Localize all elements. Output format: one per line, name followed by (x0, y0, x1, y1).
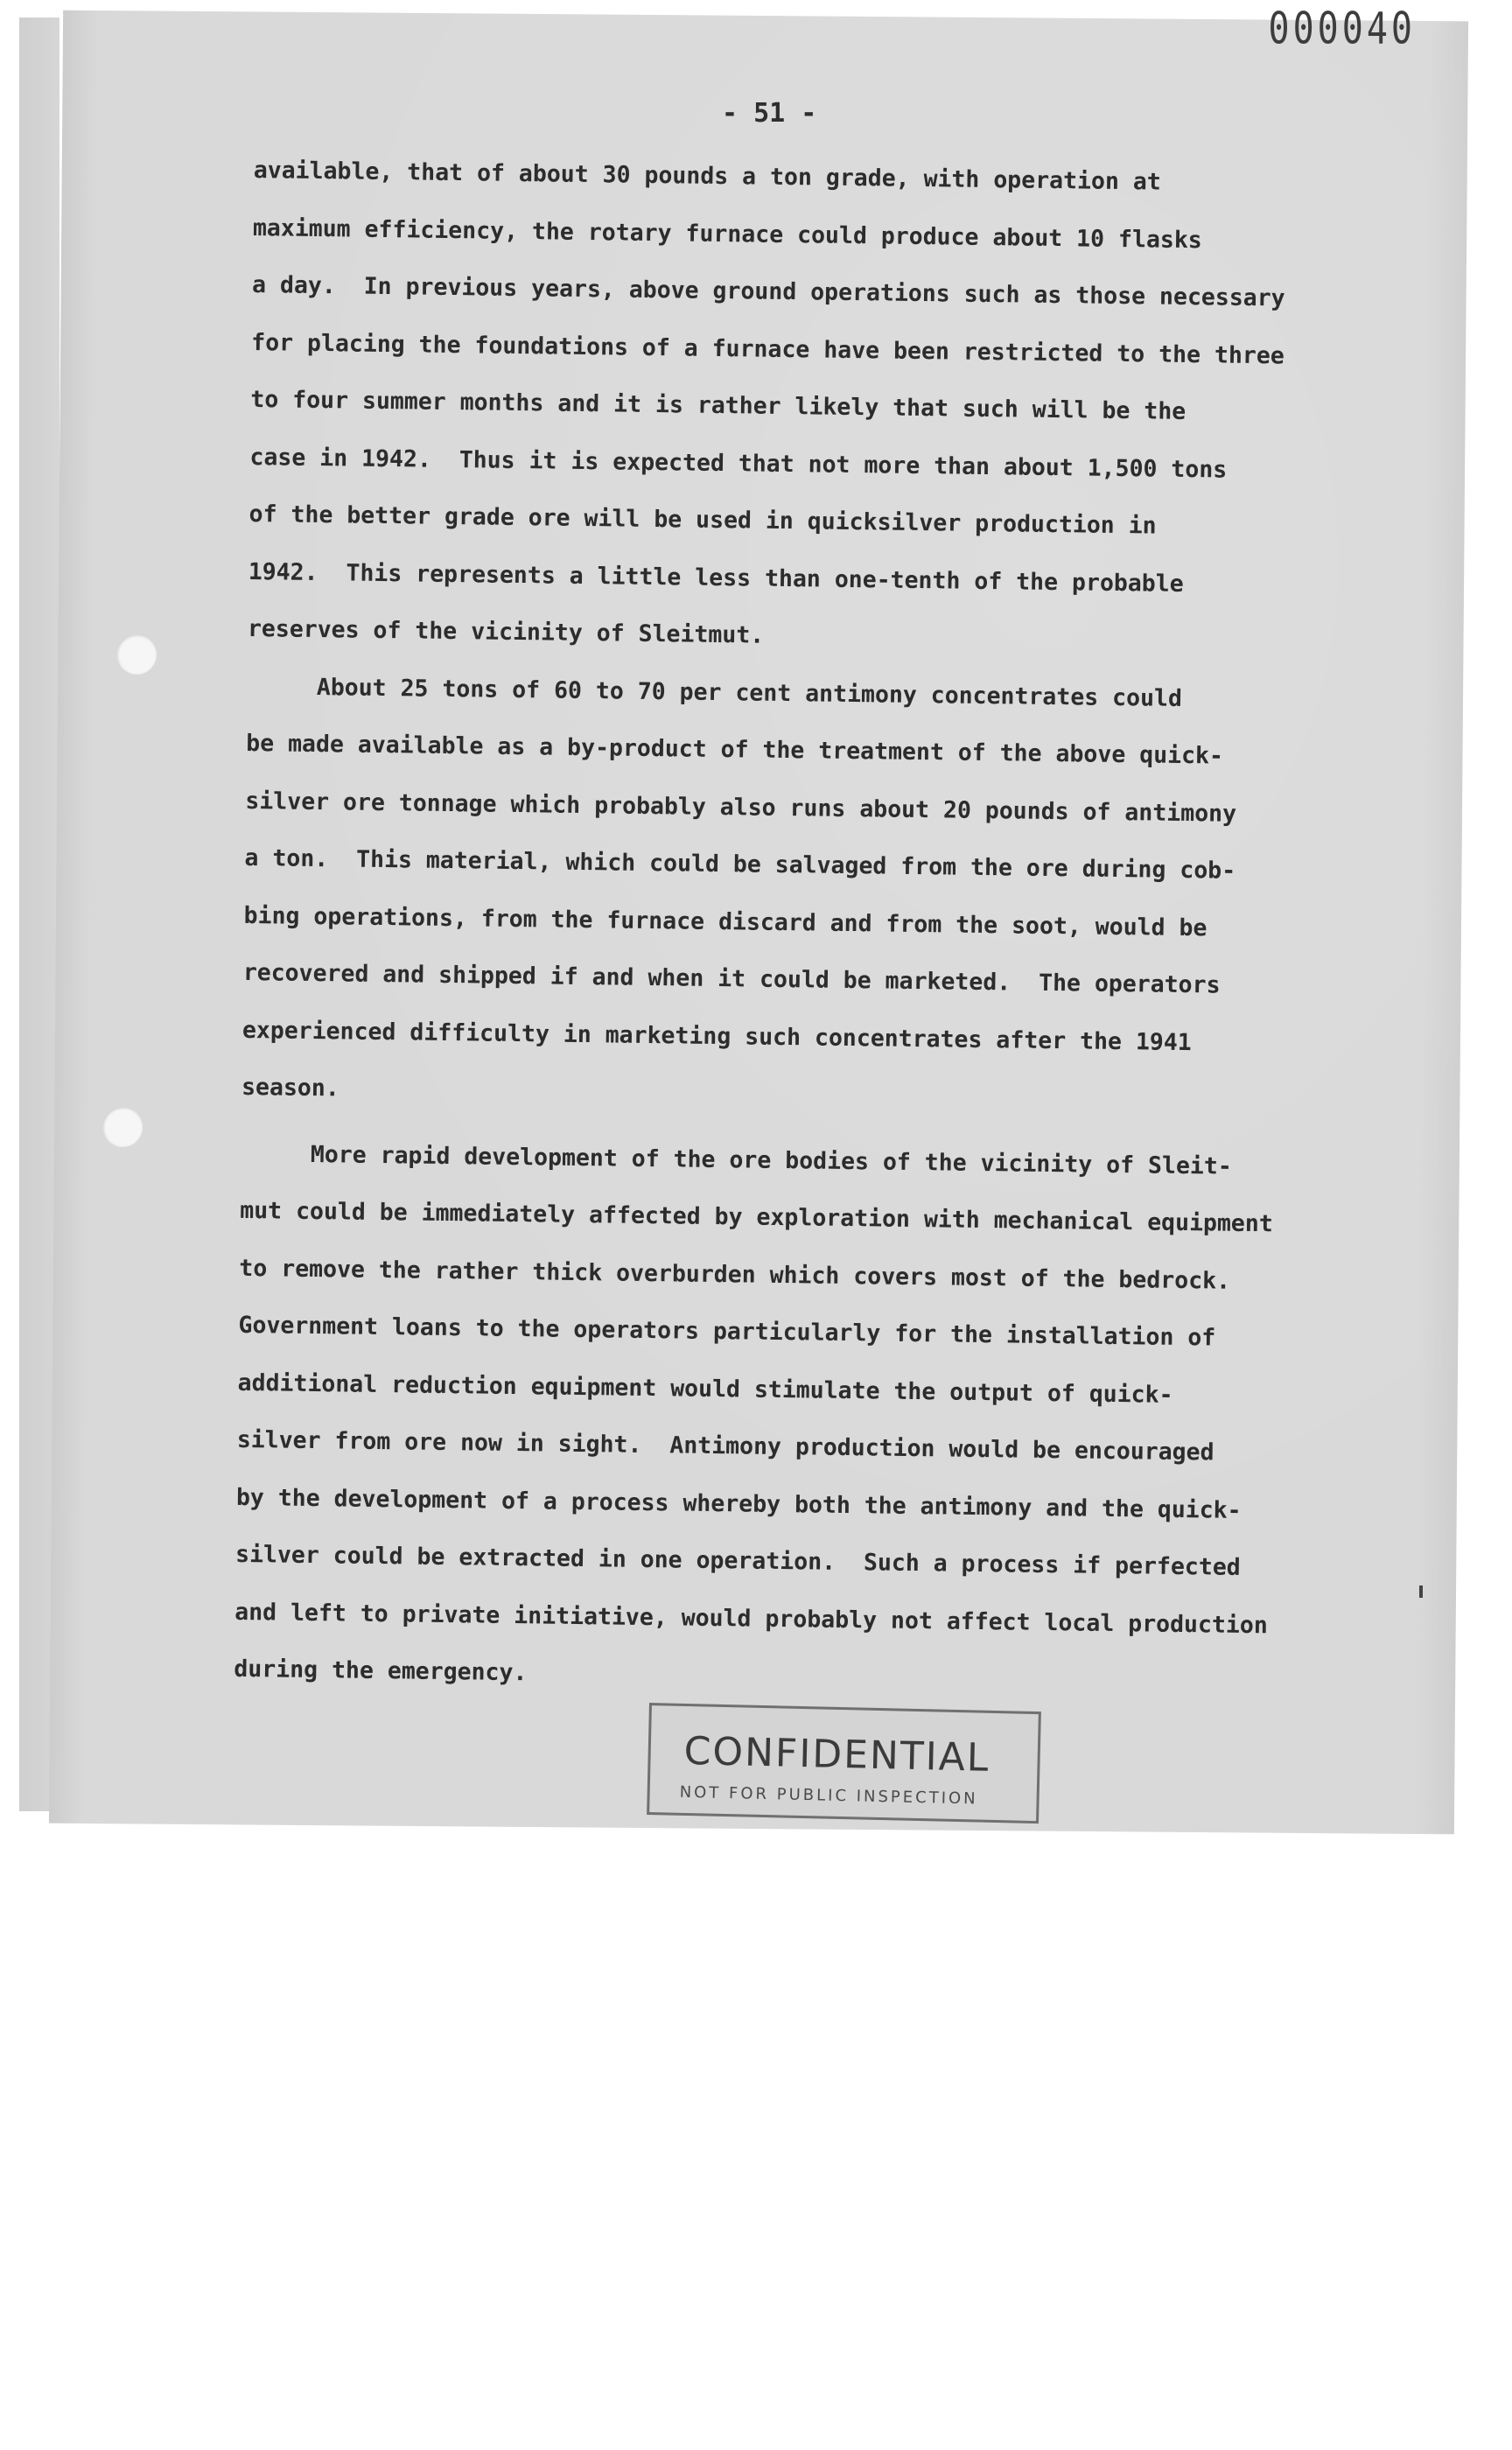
text-line: case in 1942. Thus it is expected that not more than about 1,500 tons (249, 443, 1228, 484)
text-line: silver ore tonnage which probably also runs about 20 pounds of antimony (245, 787, 1237, 828)
text-line: a day. In previous years, above ground operations such as those necessary (251, 270, 1285, 312)
text-line: Government loans to the operators particularly for the installation of (238, 1311, 1216, 1352)
punch-hole-upper (116, 634, 157, 675)
page-number: - 51 - (722, 98, 817, 129)
typed-text-body (234, 158, 1374, 1728)
text-line: to four summer months and it is rather likely that such will be the (250, 385, 1186, 425)
margin-mark (1419, 1586, 1423, 1598)
stamp-title: CONFIDENTIAL (683, 1728, 990, 1781)
text-line: silver from ore now in sight. Antimony production would be encouraged (236, 1425, 1214, 1466)
text-line: recovered and shipped if and when it could be marketed. The operators (242, 958, 1221, 999)
text-line: maximum efficiency, the rotary furnace could produce about 10 flasks (252, 214, 1202, 254)
text-line: season. (241, 1073, 340, 1102)
confidential-stamp (647, 1703, 1041, 1824)
text-line: additional reduction equipment would stimulate the output of quick- (237, 1368, 1173, 1409)
text-line: reserves of the vicinity of Sleitmut. (247, 614, 765, 649)
text-line: a ton. This material, which could be salvaged from the ore during cob- (244, 844, 1236, 885)
text-line: available, that of about 30 pounds a ton grade, with operation at (253, 157, 1161, 196)
stamp-subtitle: NOT FOR PUBLIC INSPECTION (679, 1782, 978, 1809)
text-line: by the development of a process whereby both the antimony and the quick- (235, 1483, 1242, 1524)
text-line: bing operations, from the furnace discard and from the soot, would be (243, 901, 1208, 942)
document-id: 000040 (1268, 4, 1416, 54)
text-line: to remove the rather thick overburden which covers most of the bedrock. (239, 1254, 1231, 1295)
text-line: during the emergency. (234, 1655, 528, 1687)
text-line: and left to private initiative, would probably not affect local production (234, 1598, 1268, 1639)
punch-hole-lower (102, 1107, 143, 1147)
text-line: be made available as a by-product of the treatment of the above quick- (246, 729, 1224, 770)
text-line: More rapid development of the ore bodies of the vicinity of Sleit- (240, 1139, 1232, 1180)
text-line: silver could be extracted in one operation. Such a process if perfected (234, 1540, 1241, 1581)
text-line: for placing the foundations of a furnace have been restricted to the three (251, 328, 1284, 369)
text-line: 1942. This represents a little less than one-tenth of the probable (248, 557, 1184, 598)
text-line: About 25 tons of 60 to 70 per cent antimony concentrates could (246, 672, 1183, 712)
text-line: experienced difficulty in marketing such concentrates after the 1941 (242, 1016, 1192, 1056)
text-line: of the better grade ore will be used in quicksilver production in (248, 500, 1157, 540)
text-line: mut could be immediately affected by exploration with mechanical equipment (240, 1196, 1273, 1238)
